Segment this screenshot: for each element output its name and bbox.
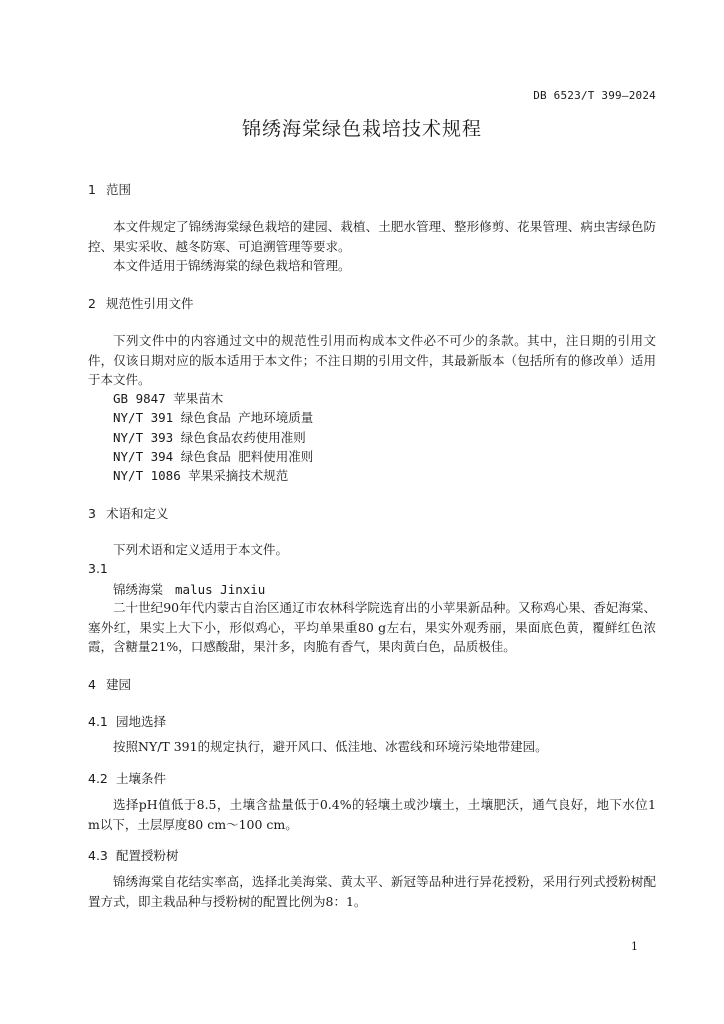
section-1-paragraph-2: 本文件适用于锦绣海棠的绿色栽培和管理。 [113,258,351,273]
section-3-paragraph-1: 下列术语和定义适用于本文件。 [113,542,289,557]
subsection-4-2-heading [88,769,166,787]
section-number: 2 [88,296,96,311]
section-3-heading [88,504,169,522]
term-chinese: 锦绣海棠 [113,582,164,597]
subsection-number: 4.1 [88,714,108,729]
section-1-paragraph-1: 本文件规定了锦绣海棠绿色栽培的建园、栽植、土肥水管理、整形修剪、花果管理、病虫害绿色防控、果实采收、越冬防寒、可追溯管理等要求。 [88,219,656,254]
subsection-title: 土壤条件 [116,771,167,786]
subsection-4-1-paragraph: 按照NY/T 391的规定执行，避开风口、低洼地、冰雹线和环境污染地带建园。 [113,739,548,754]
section-1-heading [88,180,131,198]
section-title: 术语和定义 [106,506,169,521]
term-english: malus Jinxiu [175,582,266,597]
section-title: 建园 [106,677,132,692]
subsection-4-3-heading [88,846,179,864]
section-4-heading [88,675,131,693]
document-title: 锦绣海棠绿色栽培技术规程 [241,118,482,140]
section-title: 规范性引用文件 [106,296,194,311]
section-number: 4 [88,677,96,692]
term-entry [113,580,265,598]
subsection-4-3-paragraph: 锦绣海棠自花结实率高，选择北美海棠、黄太平、新冠等品种进行异花授粉，采用行列式授粉树配置方式，即主栽品种与授粉树的配置比例为8：1。 [88,874,656,909]
section-2-heading [88,294,194,312]
document-number: DB 6523/T 399—2024 [533,89,656,102]
term-definition: 二十世纪90年代内蒙古自治区通辽市农林科学院选育出的小苹果新品种。又称鸡心果、香妃海棠、塞外红，果实上大下小，形似鸡心，平均单果重80 g左右，果实外观秀丽，果面底色黄，覆鲜红色浓霞，含糖量21%，口感酸甜，果汁多，肉脆有香气，果肉黄白色，品质极佳。 [88,600,656,654]
reference-item: NY/T 394 绿色食品 肥料使用准则 [113,449,314,464]
section-number: 3 [88,506,96,521]
page-number: 1 [631,940,638,953]
section-number: 1 [88,182,96,197]
subsection-4-1-heading [88,712,166,730]
section-2-paragraph-1: 下列文件中的内容通过文中的规范性引用而构成本文件必不可少的条款。其中，注日期的引用文件，仅该日期对应的版本适用于本文件；不注日期的引用文件，其最新版本（包括所有的修改单）适用于本文件。 [88,333,656,387]
reference-item: GB 9847 苹果苗木 [113,391,224,406]
reference-item: NY/T 1086 苹果采摘技术规范 [113,468,289,483]
subsection-title: 配置授粉树 [116,848,179,863]
subsection-number: 4.3 [88,848,108,863]
section-title: 范围 [106,182,132,197]
term-number: 3.1 [88,561,108,576]
subsection-4-2-paragraph: 选择pH值低于8.5，土壤含盐量低于0.4%的轻壤土或沙壤土，土壤肥沃，通气良好，地下水位1 m以下，土层厚度80 cm～100 cm。 [88,797,656,832]
reference-item: NY/T 393 绿色食品农药使用准则 [113,430,306,445]
reference-item: NY/T 391 绿色食品 产地环境质量 [113,410,314,425]
subsection-title: 园地选择 [116,714,167,729]
subsection-number: 4.2 [88,771,108,786]
